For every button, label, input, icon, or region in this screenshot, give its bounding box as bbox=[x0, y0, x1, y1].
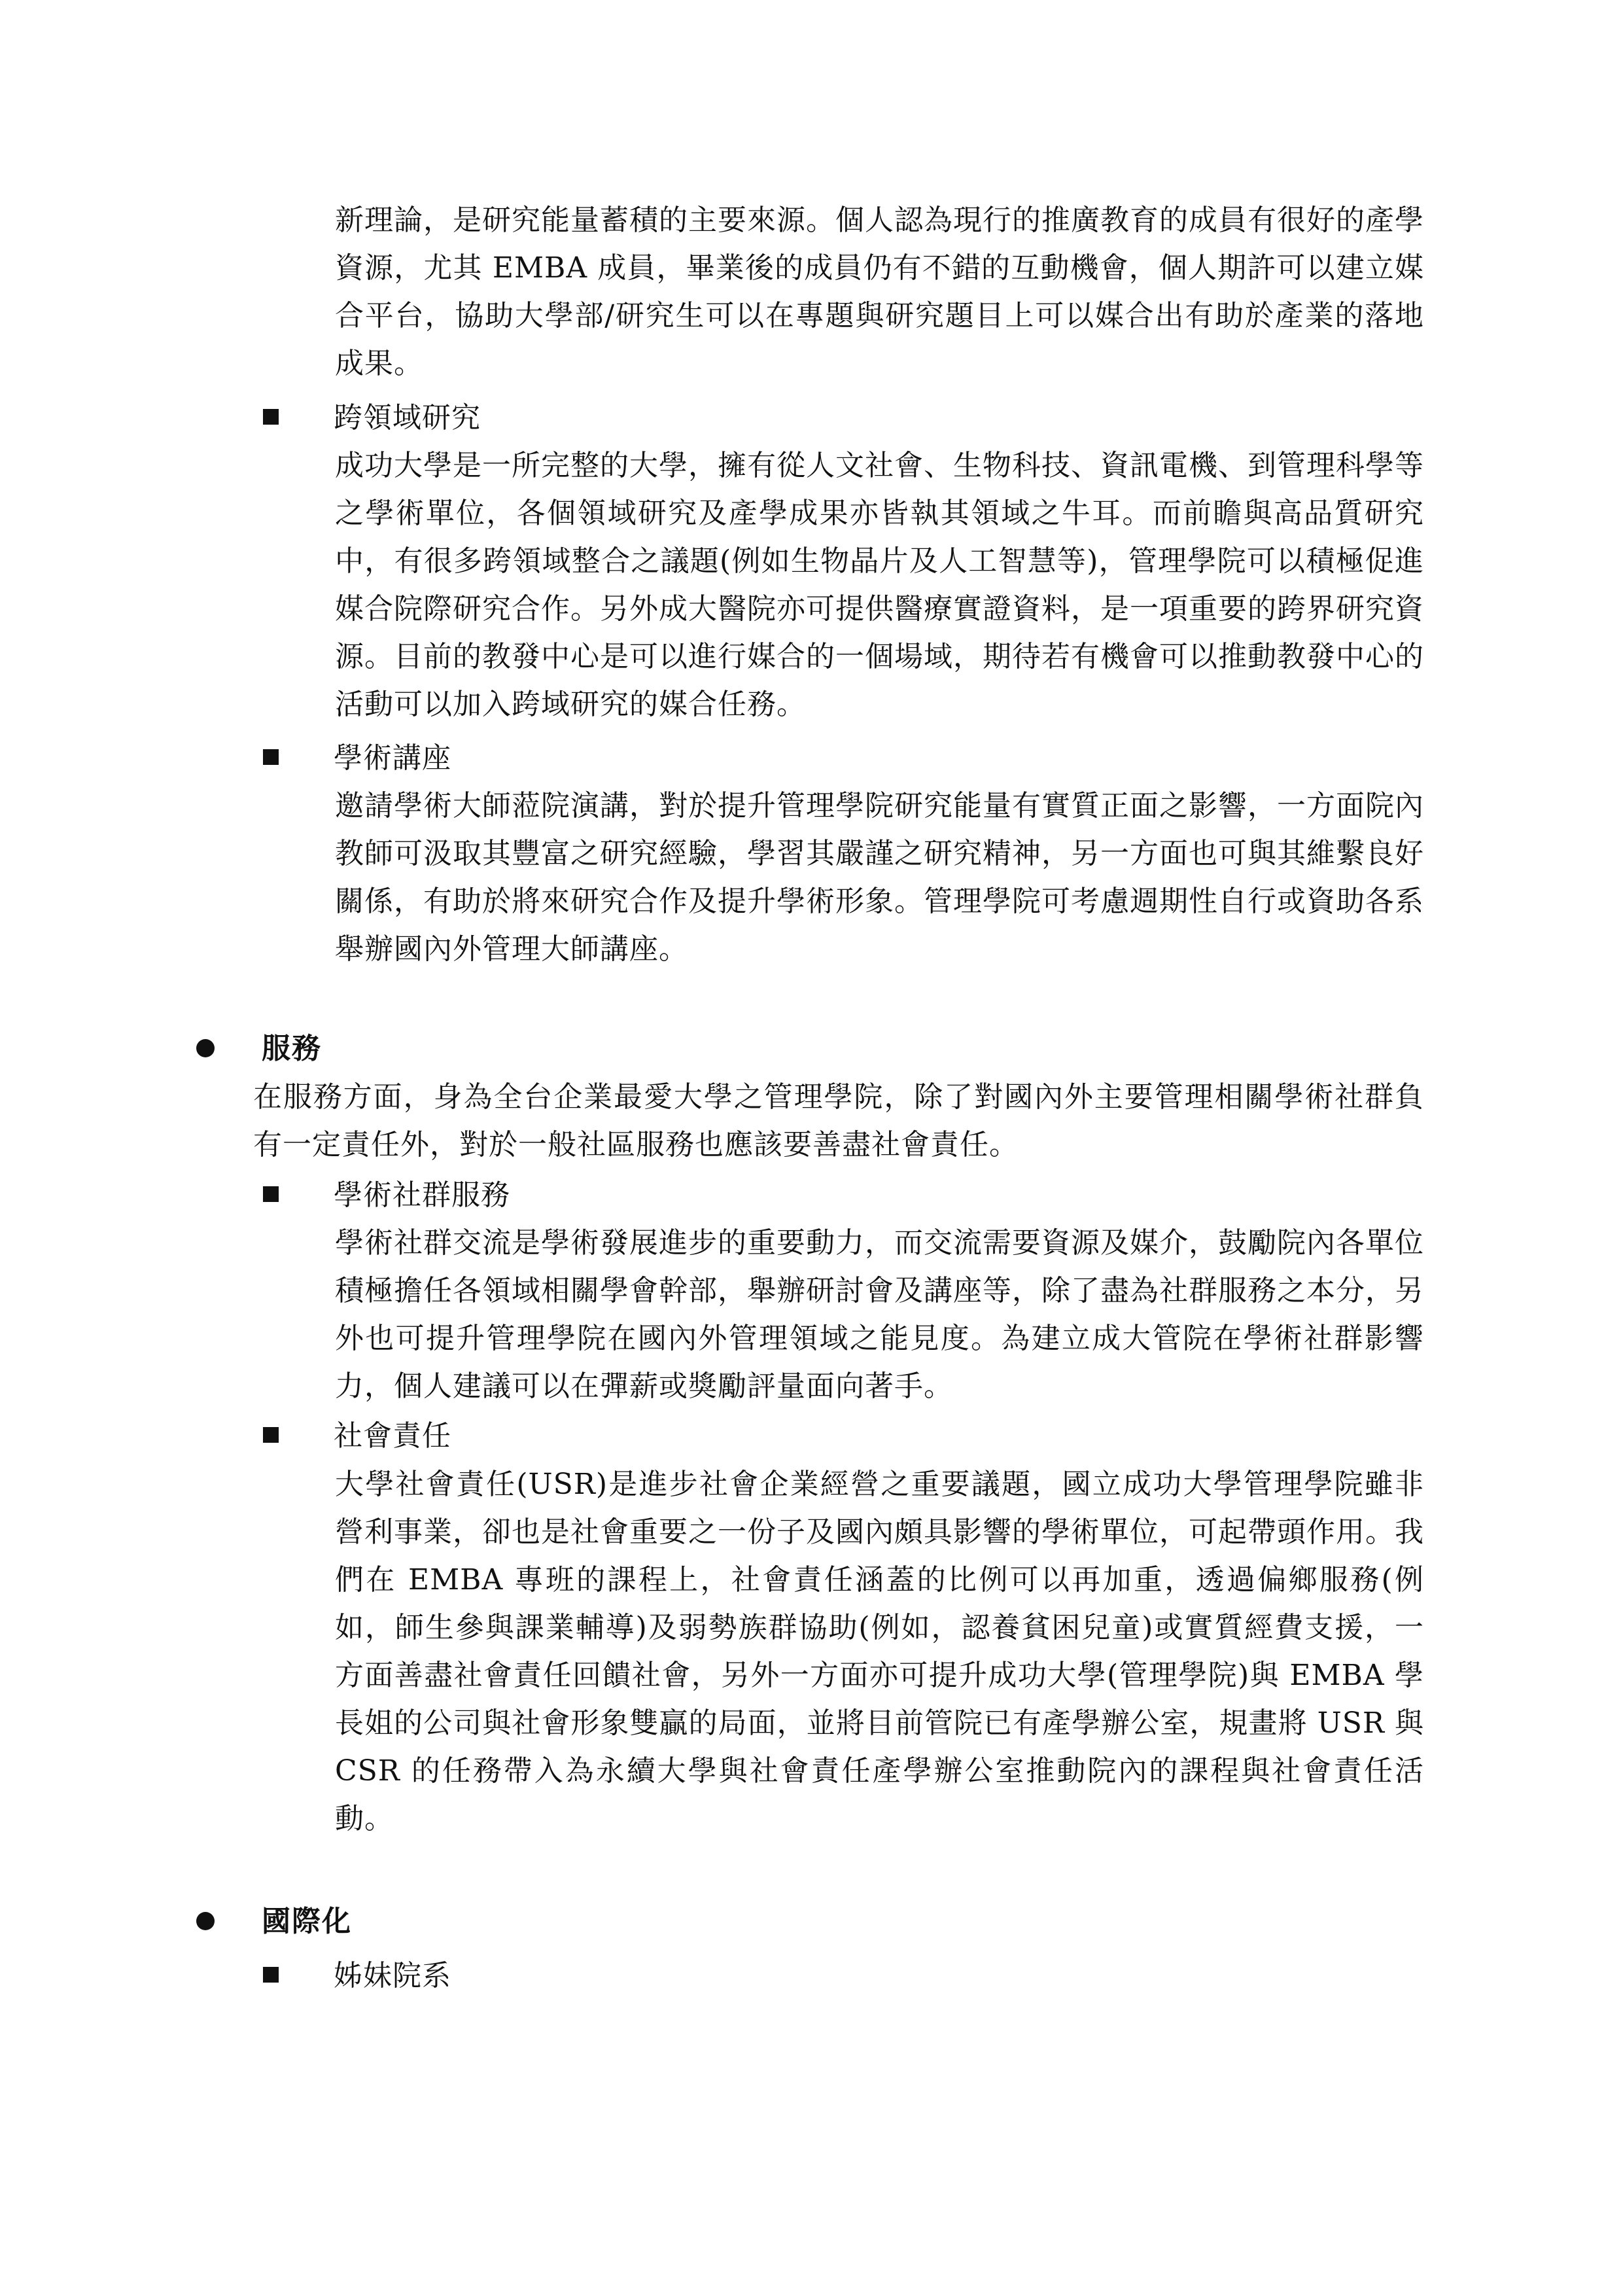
round-bullet-icon bbox=[196, 1039, 215, 1057]
square-bullet-icon bbox=[263, 1427, 279, 1443]
intro-paragraph: 新理論，是研究能量蓄積的主要來源。個人認為現行的推廣教育的成員有很好的產學資源，尤其 EMBA 成員，畢業後的成員仍有不錯的互動機會，個人期許可以建立媒合平台，協助大學部/研究生可以在專題與研究題目上可以媒合出有助於產業的落地成果。 bbox=[335, 203, 1424, 380]
social-responsibility-paragraph: 大學社會責任(USR)是進步社會企業經營之重要議題，國立成功大學管理學院雖非營利事業，卻也是社會重要之一份子及國內頗具影響的學術單位，可起帶頭作用。我們在 EMBA 專班的課程上，社會責任涵蓋的比例可以再加重，透過偏鄉服務(例如，師生參與課業輔導)及弱勢族群協助(例如，認養貧困兒童)或實質經費支援，一方面善盡社會責任回饋社會，另外一方面亦可提升成功大學(管理學院)與 EMBA 學長姐的公司與社會形象雙贏的局面，並將目前管院已有產學辦公室，規畫將 USR 與 CSR 的任務帶入為永續大學與社會責任產學辦公室推動院內的課程與社會責任活動。 bbox=[335, 1468, 1424, 1835]
lectures-heading-label: 學術講座 bbox=[334, 741, 451, 775]
square-bullet-icon bbox=[263, 1186, 279, 1202]
internationalization-heading-label: 國際化 bbox=[262, 1905, 352, 1938]
sister-schools-heading-label: 姊妹院系 bbox=[334, 1959, 451, 1992]
service-heading-label: 服務 bbox=[262, 1032, 322, 1065]
square-bullet-icon bbox=[263, 409, 279, 425]
round-bullet-icon bbox=[196, 1912, 215, 1930]
cross-domain-paragraph: 成功大學是一所完整的大學，擁有從人文社會、生物科技、資訊電機、到管理科學等之學術單位，各個領域研究及產學成果亦皆執其領域之牛耳。而前瞻與高品質研究中，有很多跨領域整合之議題(例如生物晶片及人工智慧等)，管理學院可以積極促進媒合院際研究合作。另外成大醫院亦可提供醫療實證資料，是一項重要的跨界研究資源。目前的教發中心是可以進行媒合的一個場域，期待若有機會可以推動教發中心的活動可以加入跨域研究的媒合任務。 bbox=[335, 449, 1424, 721]
cross-domain-heading-label: 跨領域研究 bbox=[334, 401, 481, 434]
square-bullet-icon bbox=[263, 749, 279, 765]
lectures-paragraph: 邀請學術大師蒞院演講，對於提升管理學院研究能量有實質正面之影響，一方面院內教師可汲取其豐富之研究經驗，學習其嚴謹之研究精神，另一方面也可與其維繫良好關係，有助於將來研究合作及提升學術形象。管理學院可考慮週期性自行或資助各系舉辦國內外管理大師講座。 bbox=[335, 789, 1424, 966]
social-responsibility-heading-label: 社會責任 bbox=[334, 1419, 451, 1453]
academic-community-paragraph: 學術社群交流是學術發展進步的重要動力，而交流需要資源及媒介，鼓勵院內各單位積極擔任各領域相關學會幹部，舉辦研討會及講座等，除了盡為社群服務之本分，另外也可提升管理學院在國內外管理領域之能見度。為建立成大管院在學術社群影響力，個人建議可以在彈薪或獎勵評量面向著手。 bbox=[335, 1226, 1424, 1403]
square-bullet-icon bbox=[263, 1967, 279, 1983]
academic-community-heading-label: 學術社群服務 bbox=[334, 1178, 510, 1212]
service-intro-paragraph: 在服務方面，身為全台企業最愛大學之管理學院，除了對國內外主要管理相關學術社群負有一定責任外，對於一般社區服務也應該要善盡社會責任。 bbox=[253, 1080, 1424, 1161]
